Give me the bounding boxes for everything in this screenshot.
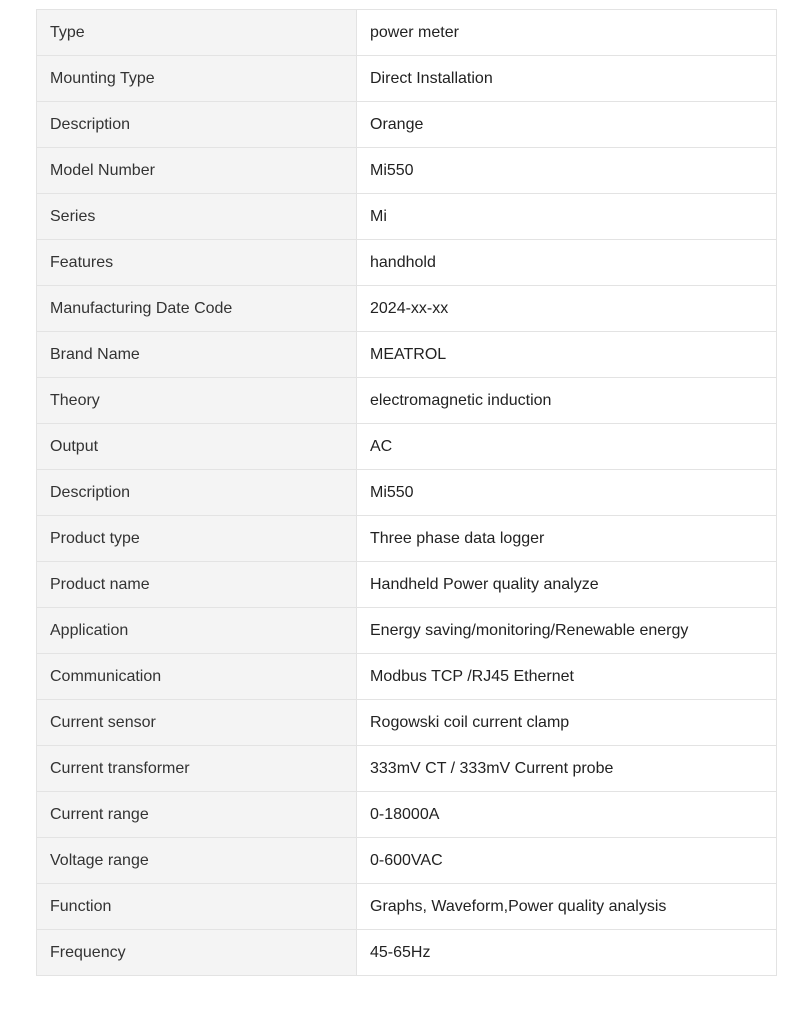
table-row: [37, 332, 777, 378]
table-row: [37, 10, 777, 56]
spec-value: Graphs, Waveform,Power quality analysis: [357, 884, 777, 930]
spec-value: 333mV CT / 333mV Current probe: [357, 746, 777, 792]
table-row: [37, 470, 777, 516]
spec-value: Direct Installation: [357, 56, 777, 102]
spec-label: Frequency: [37, 930, 357, 976]
spec-label: Theory: [37, 378, 357, 424]
spec-label: Communication: [37, 654, 357, 700]
spec-value: Rogowski coil current clamp: [357, 700, 777, 746]
table-row: [37, 930, 777, 976]
table-row: [37, 654, 777, 700]
table-row: [37, 194, 777, 240]
spec-value: 45-65Hz: [357, 930, 777, 976]
spec-label: Function: [37, 884, 357, 930]
spec-label: Current transformer: [37, 746, 357, 792]
spec-value: power meter: [357, 10, 777, 56]
spec-value: Orange: [357, 102, 777, 148]
table-row: [37, 838, 777, 884]
spec-label: Features: [37, 240, 357, 286]
spec-value: 2024-xx-xx: [357, 286, 777, 332]
spec-value: Modbus TCP /RJ45 Ethernet: [357, 654, 777, 700]
table-row: [37, 562, 777, 608]
spec-value: AC: [357, 424, 777, 470]
spec-value: Mi550: [357, 148, 777, 194]
table-row: [37, 884, 777, 930]
spec-label: Brand Name: [37, 332, 357, 378]
spec-value: Three phase data logger: [357, 516, 777, 562]
table-row: [37, 516, 777, 562]
spec-value: handhold: [357, 240, 777, 286]
table-row: [37, 424, 777, 470]
table-row: [37, 378, 777, 424]
spec-label: Mounting Type: [37, 56, 357, 102]
table-row: [37, 148, 777, 194]
table-row: [37, 240, 777, 286]
table-row: [37, 746, 777, 792]
spec-label: Description: [37, 102, 357, 148]
spec-table: [36, 9, 777, 976]
spec-value: Mi550: [357, 470, 777, 516]
spec-label: Type: [37, 10, 357, 56]
spec-label: Application: [37, 608, 357, 654]
table-row: [37, 700, 777, 746]
table-row: [37, 608, 777, 654]
table-row: [37, 56, 777, 102]
spec-label: Model Number: [37, 148, 357, 194]
spec-value: MEATROL: [357, 332, 777, 378]
spec-value: Handheld Power quality analyze: [357, 562, 777, 608]
spec-value: 0-18000A: [357, 792, 777, 838]
spec-label: Description: [37, 470, 357, 516]
spec-value: electromagnetic induction: [357, 378, 777, 424]
spec-label: Manufacturing Date Code: [37, 286, 357, 332]
spec-table-body: [37, 10, 777, 976]
spec-label: Product name: [37, 562, 357, 608]
spec-label: Output: [37, 424, 357, 470]
spec-label: Current sensor: [37, 700, 357, 746]
table-row: [37, 792, 777, 838]
spec-label: Voltage range: [37, 838, 357, 884]
spec-value: 0-600VAC: [357, 838, 777, 884]
table-row: [37, 102, 777, 148]
spec-label: Current range: [37, 792, 357, 838]
spec-label: Series: [37, 194, 357, 240]
spec-value: Mi: [357, 194, 777, 240]
table-row: [37, 286, 777, 332]
spec-label: Product type: [37, 516, 357, 562]
spec-value: Energy saving/monitoring/Renewable energy: [357, 608, 777, 654]
